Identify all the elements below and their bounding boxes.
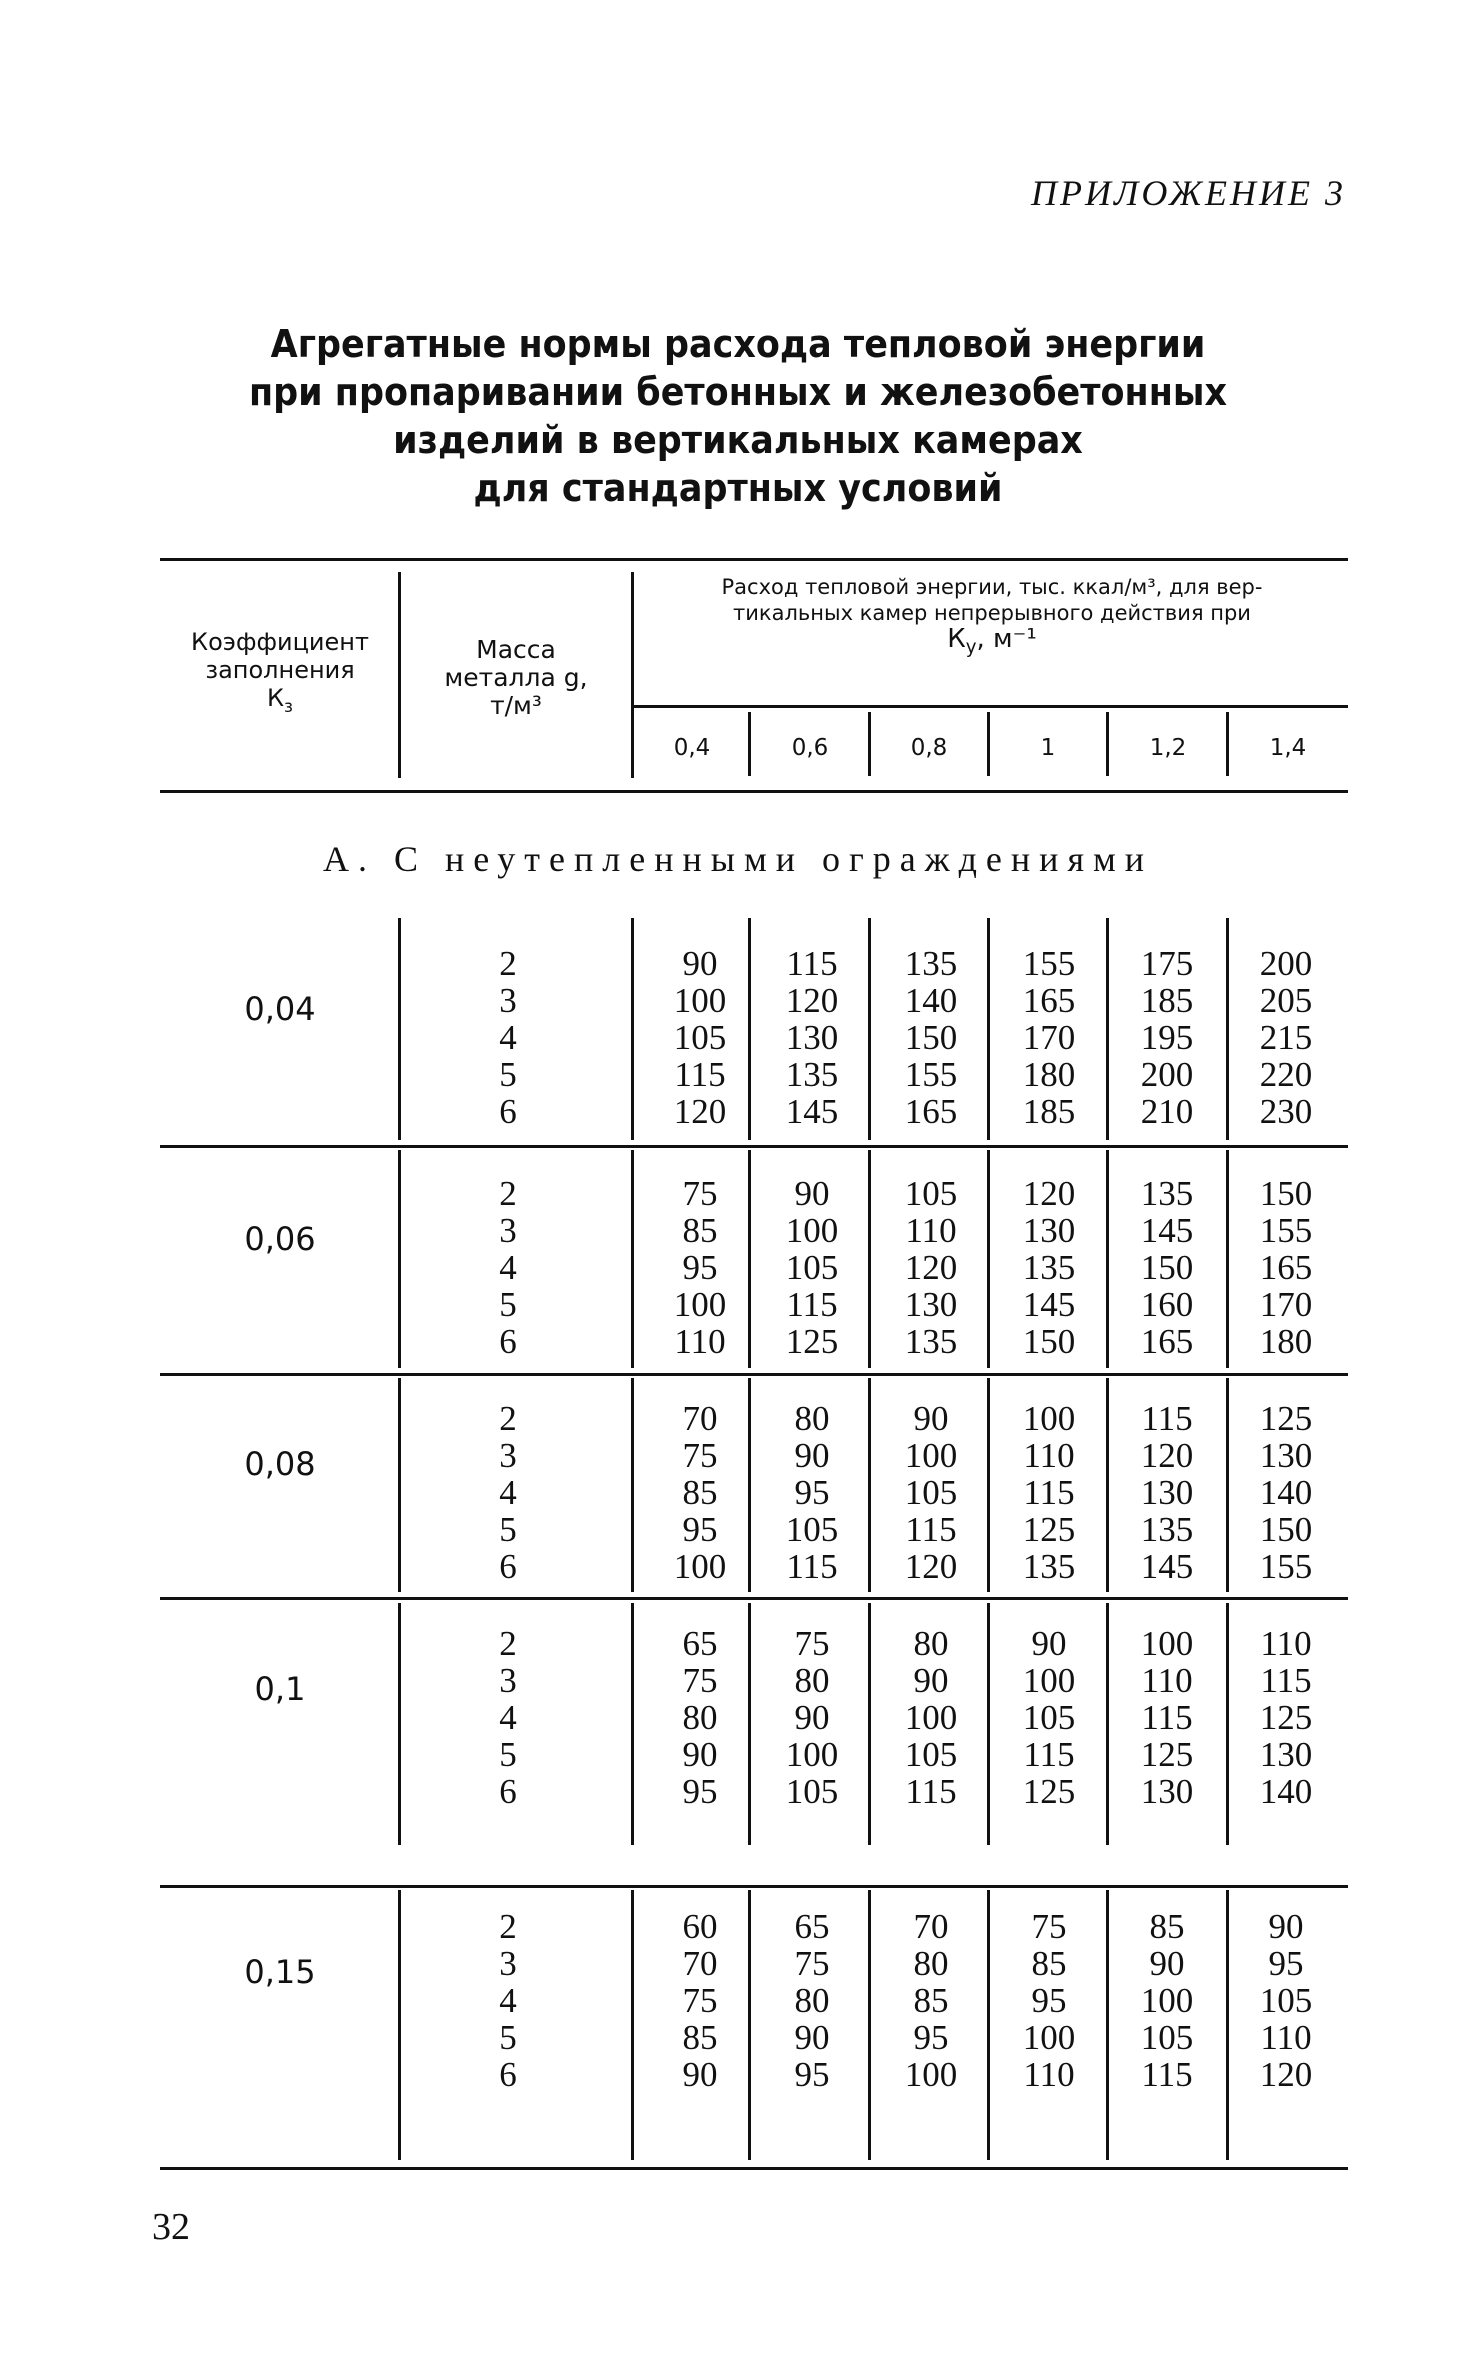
energy-value: 120 <box>904 1248 958 1287</box>
energy-value: 130 <box>1140 1772 1194 1811</box>
energy-value: 65 <box>794 1907 830 1946</box>
energy-value: 115 <box>905 1772 957 1811</box>
energy-value: 205 <box>1259 981 1313 1020</box>
metal-mass: 2 <box>499 1399 517 1438</box>
energy-value: 185 <box>1140 981 1194 1020</box>
energy-value: 125 <box>785 1322 839 1361</box>
energy-value: 120 <box>785 981 839 1020</box>
energy-value: 105 <box>785 1248 839 1287</box>
energy-value: 80 <box>913 1944 949 1983</box>
energy-value: 95 <box>682 1510 718 1549</box>
energy-value: 120 <box>904 1547 958 1586</box>
column-divider <box>987 1603 990 1845</box>
energy-value: 165 <box>1140 1322 1194 1361</box>
energy-value: 95 <box>682 1248 718 1287</box>
energy-value: 115 <box>786 1285 838 1324</box>
energy-value: 160 <box>1140 1285 1194 1324</box>
energy-value: 80 <box>794 1661 830 1700</box>
energy-value: 100 <box>785 1735 839 1774</box>
energy-value: 115 <box>1023 1473 1075 1512</box>
energy-value: 115 <box>1141 1698 1193 1737</box>
energy-value: 115 <box>786 1547 838 1586</box>
energy-value: 115 <box>786 944 838 983</box>
metal-mass: 2 <box>499 1624 517 1663</box>
energy-value: 110 <box>1260 1624 1312 1663</box>
energy-value: 110 <box>905 1211 957 1250</box>
energy-value: 120 <box>1140 1436 1194 1475</box>
energy-value: 165 <box>904 1092 958 1131</box>
energy-value: 95 <box>1268 1944 1304 1983</box>
energy-value: 75 <box>682 1174 718 1213</box>
energy-value: 85 <box>682 2018 718 2057</box>
energy-value: 115 <box>905 1510 957 1549</box>
metal-mass: 6 <box>499 1322 517 1361</box>
fill-coefficient: 0,15 <box>244 1953 316 1991</box>
column-divider <box>868 1150 871 1368</box>
header-col-divider <box>987 712 990 776</box>
column-header: 1,4 <box>1269 735 1307 761</box>
energy-value: 70 <box>682 1944 718 1983</box>
energy-value: 95 <box>682 1772 718 1811</box>
energy-value: 75 <box>1031 1907 1067 1946</box>
energy-value: 130 <box>1259 1436 1313 1475</box>
energy-value: 135 <box>785 1055 839 1094</box>
energy-value: 80 <box>682 1698 718 1737</box>
metal-mass: 5 <box>499 1735 517 1774</box>
energy-value: 110 <box>1023 1436 1075 1475</box>
header-k3: Коэффициент заполнения $К_з$ <box>191 628 369 716</box>
energy-value: 135 <box>1140 1510 1194 1549</box>
energy-value: 125 <box>1140 1735 1194 1774</box>
column-divider <box>631 1378 634 1592</box>
column-divider <box>1106 1150 1109 1368</box>
energy-value: 105 <box>904 1735 958 1774</box>
energy-value: 145 <box>785 1092 839 1131</box>
energy-value: 100 <box>1140 1624 1194 1663</box>
energy-value: 85 <box>1031 1944 1067 1983</box>
column-divider <box>987 918 990 1140</box>
energy-value: 60 <box>682 1907 718 1946</box>
energy-value: 180 <box>1259 1322 1313 1361</box>
energy-value: 105 <box>1259 1981 1313 2020</box>
energy-value: 170 <box>1259 1285 1313 1324</box>
column-divider <box>398 1603 401 1845</box>
energy-value: 145 <box>1022 1285 1076 1324</box>
energy-value: 125 <box>1022 1772 1076 1811</box>
header-divider <box>631 572 634 778</box>
energy-value: 85 <box>913 1981 949 2020</box>
title-line: для стандартных условий <box>473 466 1003 510</box>
energy-value: 75 <box>794 1944 830 1983</box>
column-divider <box>868 1890 871 2160</box>
header-energy: Расход тепловой энергии, тыс. ккал/м³, для вер- тикальных камер непрерывного действия при $К_у$, м⁻¹ <box>721 575 1263 659</box>
energy-value: 135 <box>904 1322 958 1361</box>
energy-value: 150 <box>1022 1322 1076 1361</box>
metal-mass: 3 <box>499 1944 517 1983</box>
column-divider <box>1226 1150 1229 1368</box>
title-line: при пропаривании бетонных и железобетонных <box>248 370 1228 414</box>
metal-mass: 4 <box>499 1698 517 1737</box>
energy-value: 105 <box>1140 2018 1194 2057</box>
energy-value: 155 <box>1022 944 1076 983</box>
document-title <box>59 320 1417 512</box>
fill-coefficient: 0,06 <box>244 1220 316 1258</box>
energy-value: 145 <box>1140 1211 1194 1250</box>
header-col-divider <box>1106 712 1109 776</box>
energy-value: 130 <box>1259 1735 1313 1774</box>
metal-mass: 6 <box>499 2055 517 2094</box>
energy-value: 100 <box>904 2055 958 2094</box>
energy-value: 210 <box>1140 1092 1194 1131</box>
metal-mass: 5 <box>499 1285 517 1324</box>
energy-value: 140 <box>1259 1473 1313 1512</box>
header-bottom-rule <box>160 790 1348 793</box>
energy-value: 90 <box>682 1735 718 1774</box>
energy-value: 155 <box>904 1055 958 1094</box>
energy-value: 120 <box>1022 1174 1076 1213</box>
energy-value: 140 <box>1259 1772 1313 1811</box>
energy-value: 100 <box>1140 1981 1194 2020</box>
energy-value: 110 <box>1260 2018 1312 2057</box>
energy-value: 80 <box>913 1624 949 1663</box>
energy-value: 80 <box>794 1981 830 2020</box>
page-number: 32 <box>152 2206 190 2248</box>
energy-value: 105 <box>785 1772 839 1811</box>
column-divider <box>631 918 634 1140</box>
column-divider <box>631 1150 634 1368</box>
energy-value: 115 <box>1260 1661 1312 1700</box>
energy-value: 85 <box>682 1473 718 1512</box>
energy-value: 70 <box>682 1399 718 1438</box>
fill-coefficient: 0,04 <box>244 990 316 1028</box>
metal-mass: 2 <box>499 1174 517 1213</box>
energy-value: 100 <box>1022 2018 1076 2057</box>
energy-value: 90 <box>794 1436 830 1475</box>
column-divider <box>631 1603 634 1845</box>
metal-mass: 4 <box>499 1981 517 2020</box>
energy-value: 105 <box>904 1473 958 1512</box>
column-divider <box>398 1150 401 1368</box>
energy-value: 100 <box>1022 1661 1076 1700</box>
column-divider <box>1106 918 1109 1140</box>
column-header: 1 <box>1040 735 1056 761</box>
column-divider <box>1106 1603 1109 1845</box>
metal-mass: 6 <box>499 1772 517 1811</box>
energy-value: 195 <box>1140 1018 1194 1057</box>
energy-value: 90 <box>1031 1624 1067 1663</box>
group-rule <box>160 1597 1348 1600</box>
energy-value: 155 <box>1259 1547 1313 1586</box>
energy-value: 100 <box>673 981 727 1020</box>
energy-value: 90 <box>1149 1944 1185 1983</box>
energy-value: 100 <box>785 1211 839 1250</box>
table-top-rule <box>160 558 1348 561</box>
energy-value: 135 <box>1140 1174 1194 1213</box>
column-divider <box>1106 1890 1109 2160</box>
energy-value: 90 <box>682 2055 718 2094</box>
column-divider <box>868 1603 871 1845</box>
energy-value: 140 <box>904 981 958 1020</box>
energy-value: 110 <box>674 1322 726 1361</box>
metal-mass: 4 <box>499 1018 517 1057</box>
energy-value: 100 <box>904 1436 958 1475</box>
energy-value: 125 <box>1259 1698 1313 1737</box>
energy-value: 105 <box>904 1174 958 1213</box>
header-col-divider <box>748 712 751 776</box>
metal-mass: 3 <box>499 1661 517 1700</box>
energy-value: 220 <box>1259 1055 1313 1094</box>
energy-value: 230 <box>1259 1092 1313 1131</box>
energy-value: 115 <box>1023 1735 1075 1774</box>
energy-value: 95 <box>913 2018 949 2057</box>
energy-value: 115 <box>674 1055 726 1094</box>
metal-mass: 2 <box>499 1907 517 1946</box>
column-header: 0,6 <box>791 735 829 761</box>
energy-value: 155 <box>1259 1211 1313 1250</box>
energy-value: 105 <box>1022 1698 1076 1737</box>
energy-value: 65 <box>682 1624 718 1663</box>
energy-value: 215 <box>1259 1018 1313 1057</box>
column-divider <box>987 1890 990 2160</box>
metal-mass: 6 <box>499 1547 517 1586</box>
energy-value: 135 <box>1022 1248 1076 1287</box>
header-divider <box>398 572 401 778</box>
column-divider <box>868 1378 871 1592</box>
metal-mass: 3 <box>499 1436 517 1475</box>
energy-value: 125 <box>1259 1399 1313 1438</box>
title-line: Агрегатные нормы расхода тепловой энергии <box>270 322 1206 366</box>
energy-value: 150 <box>904 1018 958 1057</box>
energy-value: 165 <box>1259 1248 1313 1287</box>
column-divider <box>987 1378 990 1592</box>
energy-value: 120 <box>673 1092 727 1131</box>
energy-value: 75 <box>682 1661 718 1700</box>
energy-value: 85 <box>1149 1907 1185 1946</box>
column-header: 0,8 <box>910 735 948 761</box>
title-line: изделий в вертикальных камерах <box>393 418 1083 462</box>
energy-value: 80 <box>794 1399 830 1438</box>
energy-value: 75 <box>794 1624 830 1663</box>
appendix-label: ПРИЛОЖЕНИЕ 3 <box>1031 173 1346 213</box>
energy-value: 100 <box>1022 1399 1076 1438</box>
energy-value: 170 <box>1022 1018 1076 1057</box>
energy-value: 90 <box>913 1661 949 1700</box>
group-rule <box>160 2167 1348 2170</box>
energy-value: 200 <box>1259 944 1313 983</box>
energy-value: 115 <box>1141 1399 1193 1438</box>
header-mass: Масса металла g, т/м³ <box>444 635 588 720</box>
energy-value: 135 <box>1022 1547 1076 1586</box>
metal-mass: 5 <box>499 1055 517 1094</box>
metal-mass: 4 <box>499 1248 517 1287</box>
energy-value: 130 <box>1140 1473 1194 1512</box>
energy-value: 95 <box>1031 1981 1067 2020</box>
column-divider <box>398 1890 401 2160</box>
group-rule <box>160 1373 1348 1376</box>
energy-value: 90 <box>794 2018 830 2057</box>
energy-value: 100 <box>673 1547 727 1586</box>
energy-value: 100 <box>904 1698 958 1737</box>
header-col-divider <box>868 712 871 776</box>
energy-value: 90 <box>682 944 718 983</box>
fill-coefficient: 0,1 <box>254 1670 306 1708</box>
energy-value: 125 <box>1022 1510 1076 1549</box>
energy-value: 110 <box>1023 2055 1075 2094</box>
metal-mass: 3 <box>499 1211 517 1250</box>
energy-value: 145 <box>1140 1547 1194 1586</box>
energy-value: 165 <box>1022 981 1076 1020</box>
metal-mass: 2 <box>499 944 517 983</box>
group-rule <box>160 1885 1348 1888</box>
energy-value: 200 <box>1140 1055 1194 1094</box>
energy-value: 75 <box>682 1436 718 1475</box>
energy-value: 120 <box>1259 2055 1313 2094</box>
energy-value: 175 <box>1140 944 1194 983</box>
column-header: 0,4 <box>673 735 711 761</box>
metal-mass: 3 <box>499 981 517 1020</box>
energy-value: 100 <box>673 1285 727 1324</box>
column-divider <box>1226 1378 1229 1592</box>
column-divider <box>987 1150 990 1368</box>
energy-value: 75 <box>682 1981 718 2020</box>
column-divider <box>1226 918 1229 1140</box>
energy-value: 70 <box>913 1907 949 1946</box>
energy-value: 90 <box>1268 1907 1304 1946</box>
energy-value: 150 <box>1259 1510 1313 1549</box>
energy-value: 85 <box>682 1211 718 1250</box>
energy-value: 185 <box>1022 1092 1076 1131</box>
section-title: А. С неутепленными ограждениями <box>322 839 1154 879</box>
energy-value: 105 <box>673 1018 727 1057</box>
metal-mass: 6 <box>499 1092 517 1131</box>
column-divider <box>631 1890 634 2160</box>
header-sub-rule <box>634 705 1348 708</box>
energy-value: 90 <box>794 1698 830 1737</box>
energy-value: 135 <box>904 944 958 983</box>
energy-value: 180 <box>1022 1055 1076 1094</box>
column-divider <box>398 1378 401 1592</box>
energy-value: 150 <box>1140 1248 1194 1287</box>
column-divider <box>398 918 401 1140</box>
energy-value: 130 <box>904 1285 958 1324</box>
energy-value: 95 <box>794 1473 830 1512</box>
energy-value: 115 <box>1141 2055 1193 2094</box>
column-header: 1,2 <box>1149 735 1187 761</box>
energy-value: 90 <box>794 1174 830 1213</box>
energy-value: 130 <box>1022 1211 1076 1250</box>
energy-value: 90 <box>913 1399 949 1438</box>
column-divider <box>1226 1890 1229 2160</box>
column-divider <box>1226 1603 1229 1845</box>
energy-value: 130 <box>785 1018 839 1057</box>
column-divider <box>868 918 871 1140</box>
energy-value: 95 <box>794 2055 830 2094</box>
header-col-divider <box>1226 712 1229 776</box>
energy-value: 105 <box>785 1510 839 1549</box>
metal-mass: 5 <box>499 1510 517 1549</box>
metal-mass: 4 <box>499 1473 517 1512</box>
energy-value: 150 <box>1259 1174 1313 1213</box>
energy-value: 110 <box>1141 1661 1193 1700</box>
fill-coefficient: 0,08 <box>244 1445 316 1483</box>
column-divider <box>1106 1378 1109 1592</box>
metal-mass: 5 <box>499 2018 517 2057</box>
group-rule <box>160 1145 1348 1148</box>
